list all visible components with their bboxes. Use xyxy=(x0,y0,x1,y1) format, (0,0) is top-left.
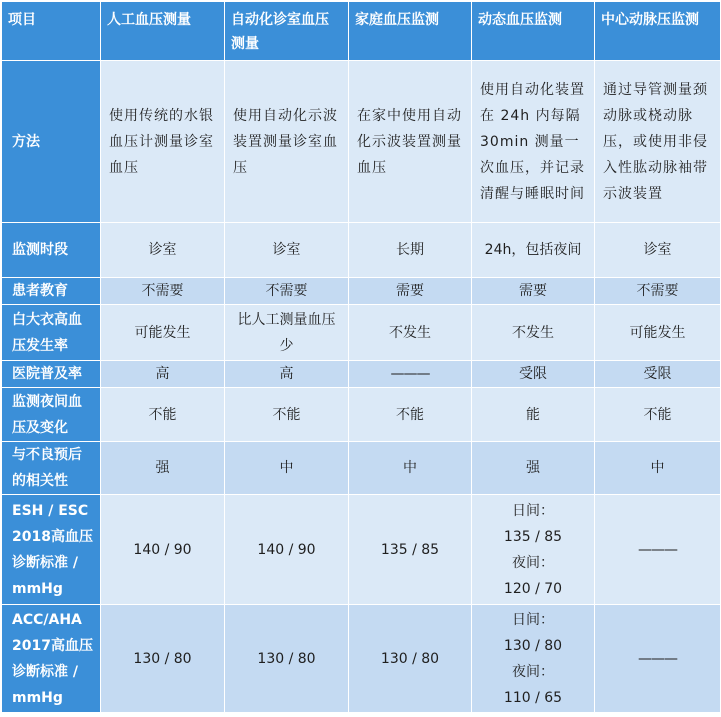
table-cell: ——— xyxy=(595,605,721,713)
table-cell: 比人工测量血压少 xyxy=(225,305,349,361)
table-cell: 长期 xyxy=(349,223,472,278)
table-row xyxy=(2,278,721,305)
table-cell xyxy=(472,495,595,605)
row-label: 医院普及率 xyxy=(2,361,101,388)
table-cell: 能 xyxy=(472,388,595,442)
table-cell: 需要 xyxy=(349,278,472,305)
row-label: 白大衣高血压发生率 xyxy=(2,305,101,361)
table-cell: 不需要 xyxy=(101,278,225,305)
table-cell: 受限 xyxy=(595,361,721,388)
table-cell: 可能发生 xyxy=(595,305,721,361)
table-cell: 诊室 xyxy=(225,223,349,278)
table-cell: 中 xyxy=(225,442,349,495)
row-label: ACC/AHA 2017高血压诊断标准 / mmHg xyxy=(2,605,101,713)
row-label: 患者教育 xyxy=(2,278,101,305)
table-row xyxy=(2,495,721,605)
table-cell: 不能 xyxy=(595,388,721,442)
header-home: 家庭血压监测 xyxy=(349,2,472,61)
table-row xyxy=(2,223,721,278)
table-cell: 使用传统的水银血压计测量诊室血压 xyxy=(101,61,225,223)
nighttime-value: 120 / 70 xyxy=(503,580,563,597)
table-cell: 强 xyxy=(101,442,225,495)
table-row xyxy=(2,388,721,442)
table-cell: 诊室 xyxy=(595,223,721,278)
table-cell: 诊室 xyxy=(101,223,225,278)
table-cell: 受限 xyxy=(472,361,595,388)
row-label: ESH / ESC 2018高血压诊断标准 / mmHg xyxy=(2,495,101,605)
table-cell: 高 xyxy=(101,361,225,388)
row-label: 监测时段 xyxy=(2,223,101,278)
table-cell: 可能发生 xyxy=(101,305,225,361)
table-cell xyxy=(472,605,595,713)
table-cell: 130 / 80 xyxy=(225,605,349,713)
table-cell: 使用自动化装置在 24h 内每隔 30min 测量一次血压，并记录清醒与睡眠时间 xyxy=(472,61,595,223)
table-cell: 24h，包括夜间 xyxy=(472,223,595,278)
table-cell: 不发生 xyxy=(472,305,595,361)
table-cell: 不需要 xyxy=(595,278,721,305)
table-cell: 通过导管测量颈动脉或桡动脉压，或使用非侵入性肱动脉袖带示波装置 xyxy=(595,61,721,223)
row-label: 监测夜间血压及变化 xyxy=(2,388,101,442)
table-cell: 140 / 90 xyxy=(225,495,349,605)
header-row xyxy=(2,2,721,61)
header-item: 项目 xyxy=(2,2,101,61)
table-cell: 不能 xyxy=(225,388,349,442)
header-ambulatory: 动态血压监测 xyxy=(472,2,595,61)
table-row xyxy=(2,442,721,495)
daytime-label: 日间： xyxy=(512,611,554,628)
table-row xyxy=(2,361,721,388)
header-automated-office: 自动化诊室血压测量 xyxy=(225,2,349,61)
table-cell: 不能 xyxy=(101,388,225,442)
bp-monitoring-comparison-table xyxy=(1,1,721,713)
row-label: 方法 xyxy=(2,61,101,223)
table-row xyxy=(2,61,721,223)
table-cell: 135 / 85 xyxy=(349,495,472,605)
nighttime-value: 110 / 65 xyxy=(503,689,563,706)
table-cell: 不发生 xyxy=(349,305,472,361)
daytime-value: 135 / 85 xyxy=(503,528,563,545)
table-cell: 强 xyxy=(472,442,595,495)
table-cell: 中 xyxy=(349,442,472,495)
table-cell: 130 / 80 xyxy=(101,605,225,713)
table-row xyxy=(2,305,721,361)
table-row xyxy=(2,605,721,713)
table-cell: ——— xyxy=(595,495,721,605)
table-cell: 需要 xyxy=(472,278,595,305)
nighttime-label: 夜间： xyxy=(512,554,554,571)
header-manual: 人工血压测量 xyxy=(101,2,225,61)
table-cell: 不能 xyxy=(349,388,472,442)
table-cell: 高 xyxy=(225,361,349,388)
row-label: 与不良预后的相关性 xyxy=(2,442,101,495)
daytime-label: 日间： xyxy=(512,502,554,519)
table-cell: ——— xyxy=(349,361,472,388)
table-cell: 不需要 xyxy=(225,278,349,305)
daytime-value: 130 / 80 xyxy=(503,637,563,654)
table-cell: 140 / 90 xyxy=(101,495,225,605)
nighttime-label: 夜间： xyxy=(512,663,554,680)
table-cell: 中 xyxy=(595,442,721,495)
table-cell: 130 / 80 xyxy=(349,605,472,713)
table-cell: 使用自动化示波装置测量诊室血压 xyxy=(225,61,349,223)
header-central: 中心动脉压监测 xyxy=(595,2,721,61)
table-cell: 在家中使用自动化示波装置测量血压 xyxy=(349,61,472,223)
